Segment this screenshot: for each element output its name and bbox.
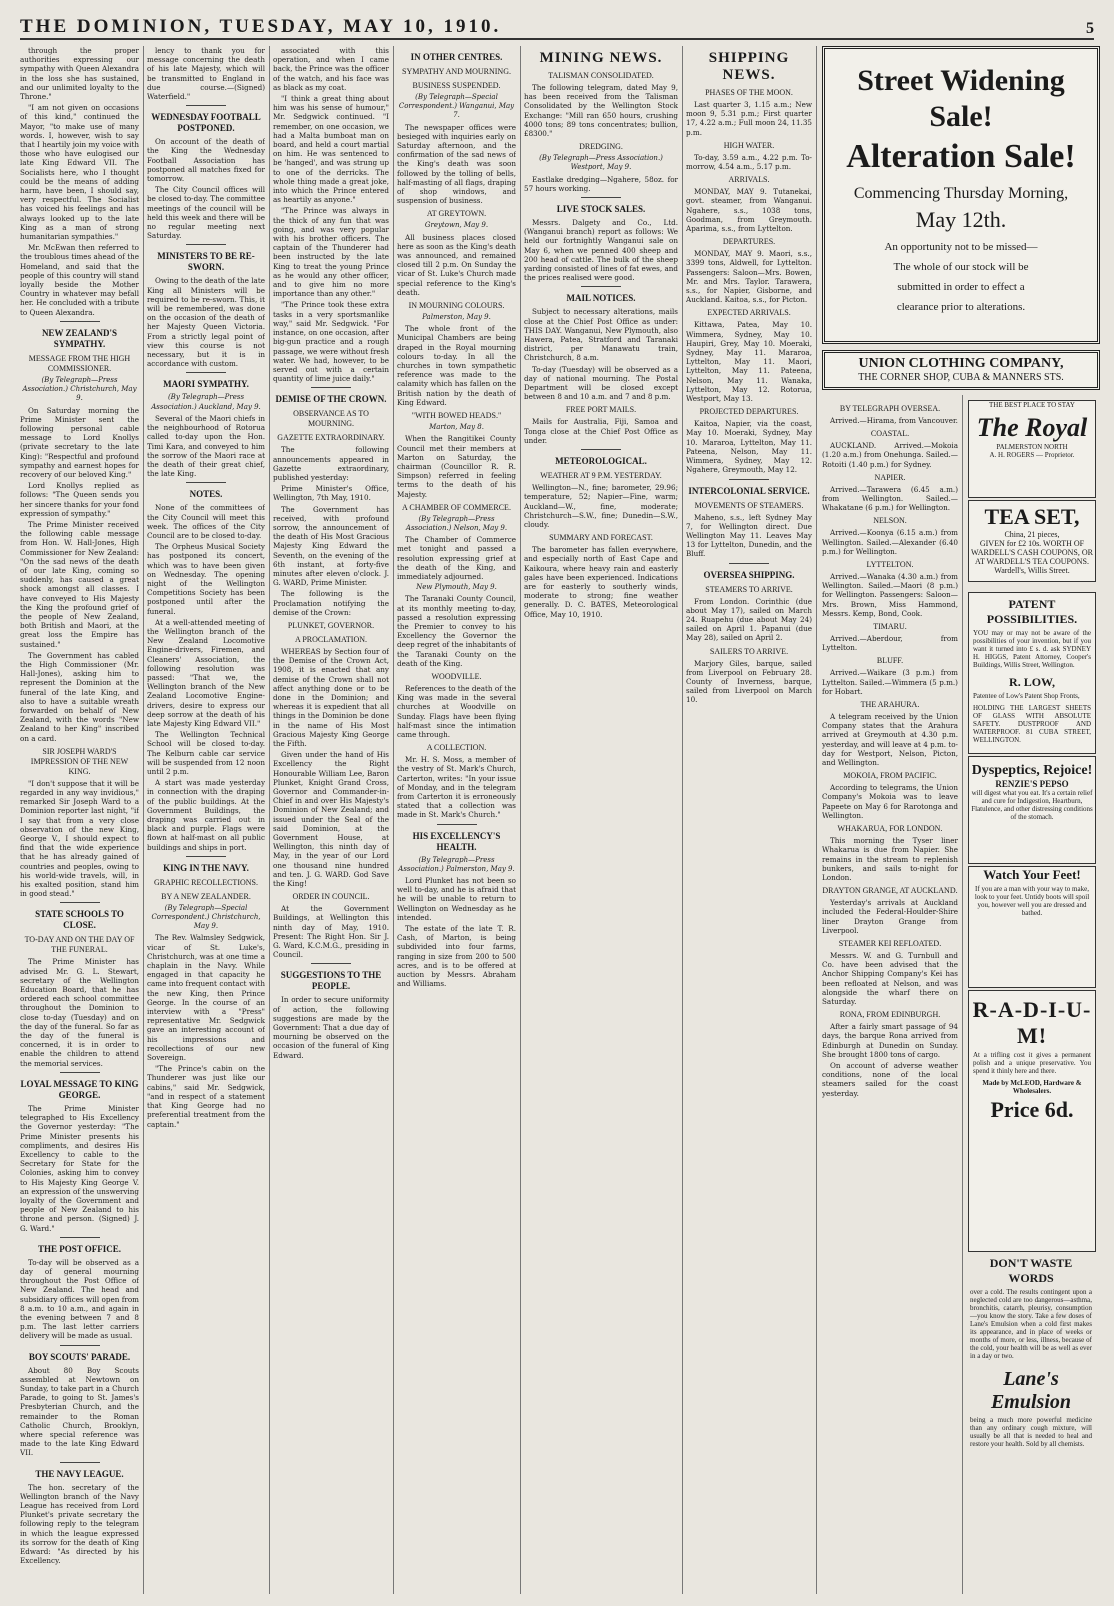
divider <box>311 387 351 388</box>
column-rule <box>520 46 521 1594</box>
paragraph: All business places closed here as soon as the King's death was announced, and remained closed till 2 p.m. On Sunday the vicar of St. Luke's Church made special reference to the King's death. <box>397 232 516 297</box>
subheadline: DRAYTON GRANGE, AT AUCKLAND. <box>822 886 958 896</box>
subheadline: MESSAGE FROM THE HIGH COMMISSIONER. <box>28 353 131 373</box>
paragraph: After a fairly smart passage of 94 days, the barque Rona arrived from Edinburgh at Dunedin on Sunday. She brought 1800 tons of cargo. <box>822 1022 958 1059</box>
divider <box>60 321 100 322</box>
subheadline: A CHAMBER OF COMMERCE. <box>402 502 511 512</box>
ad-date: May 12th. <box>915 207 1007 232</box>
divider <box>186 105 226 106</box>
ad-text: GIVEN for £2 10s. WORTH OF WARDELL'S CASH COUPONS, OR AT WARDELL'S TEA COUPONS. <box>971 539 1093 566</box>
subheadline: WHAKARUA, FOR LONDON. <box>837 824 943 834</box>
ad-subheadline: Commencing Thursday Morning, <box>853 185 1069 202</box>
subheadline: IN MOURNING COLOURS. <box>408 301 505 311</box>
subheadline: MOVEMENTS OF STEAMERS. <box>694 500 804 510</box>
paragraph: Arrived.—Wanaka (4.30 a.m.) from Wellington. Sailed.—Maori (8 p.m.) for Wellington. Passengers: Saloon—Mrs. Brown, Miss Hammond, Messrs. Kemp, Bond, Cook. <box>822 572 958 618</box>
subheadline: EXPECTED ARRIVALS. <box>707 308 791 318</box>
subheadline: STEAMERS TO ARRIVE. <box>705 584 793 594</box>
paragraph: At the Government Buildings, at Wellington this ninth day of May, 1910. Present: The Right Hon. Sir J. G. Ward, K.C.M.G., presiding in Council. <box>273 904 389 960</box>
paragraph: Lord Plunket has not been so well to-day, and he is afraid that he will be unable to return to Wellington on Wednesday as he intended. <box>397 876 516 922</box>
divider <box>729 479 769 480</box>
paragraph: The estate of the late T. R. Cash, of Marton, is being subdivided into four farms, ranging in size from 200 to 500 acres, and is to be offered at auction by Messrs. Abraham and Williams. <box>397 924 516 989</box>
paragraph: Owing to the death of the late King all Ministers will be required to be re-sworn. This, it will be remembered, was done on the occasion of the death of her Majesty Queen Victoria. From a strictly legal point of view this course is not necessary, but it is in accordance with custom. <box>147 276 265 369</box>
subheadline: OBSERVANCE AS TO MOURNING. <box>293 409 369 429</box>
subheadline: LYTTELTON. <box>866 560 914 570</box>
paragraph: The following is the Proclamation notifying the demise of the Crown: <box>273 589 389 617</box>
subheadline: DREDGING. <box>579 142 623 152</box>
ad-text: clearance prior to alterations. <box>896 301 1026 313</box>
paragraph: Mails for Australia, Fiji, Samoa and Tonga close at the Chief Post Office as under. <box>524 417 678 445</box>
paragraph: The barometer has fallen everywhere, and especially north of East Cape and Kaikoura, where heavy rain and easterly gales have been experienced. Indications are for easterly to southerly winds, moderate to strong; fine weather generally. D. C. BATES, Meteorological Office, May 10, 1910. <box>524 545 678 619</box>
masthead <box>20 8 1094 40</box>
paragraph: Arrived.—Aberdour, from Lyttelton. <box>822 634 958 653</box>
paragraph: According to telegrams, the Union Company's Mokoia was to leave Papeete on May 6 for Rarotonga and Wellington. <box>822 783 958 820</box>
headline: STATE SCHOOLS TO CLOSE. <box>35 909 124 931</box>
subheadline: FREE PORT MAILS. <box>565 405 637 415</box>
subheadline: SIR JOSEPH WARD'S IMPRESSION OF THE NEW KING. <box>30 746 129 776</box>
subheadline: SAILERS TO ARRIVE. <box>709 646 789 656</box>
paragraph: A telegram received by the Union Company states that the Arahura arrived at Greymouth at 4.30 p.m. yesterday, and will leave at 4 p.m. to-day for Westport, Nelson, Picton, and Wellington. <box>822 712 958 768</box>
headline: LOYAL MESSAGE TO KING GEORGE. <box>20 1078 139 1100</box>
divider <box>581 197 621 198</box>
headline: IN OTHER CENTRES. <box>410 52 503 62</box>
ad-text: HOLDING THE LARGEST SHEETS OF GLASS WITH ABSOLUTE SAFETY. DUSTPROOF AND WATERPROOF. 81 CUBA STREET, WELLINGTON. <box>973 704 1091 744</box>
column-rule <box>269 46 270 1594</box>
ad-subheadline: China, 21 pieces, <box>1004 530 1060 539</box>
paragraph: through the proper authorities expressing our sympathy with Queen Alexandra in the loss she has sustained, and our unlimited loyalty to the Throne." <box>20 46 139 102</box>
subheadline: MOKOIA, FROM PACIFIC. <box>843 771 937 781</box>
subheadline: A COLLECTION. <box>426 743 487 753</box>
ad-text: PALMERSTON NORTH <box>996 443 1068 451</box>
paragraph: The Taranaki County Council, at its monthly meeting to-day, passed a resolution expressing the Premier to convey to his Excellency the Governor the deep regret of the inhabitants of the Taranaki County on the death of the King. <box>397 594 516 668</box>
paragraph: The City Council offices will be closed to-day. The committee meetings of the council will be held this week and there will be no regular meeting next Saturday. <box>147 185 265 241</box>
ad-text: will digest what you eat. It's a certain relief and cure for Indigestion, Heartburn, Flatulence, and other distressing conditions of the stomach. <box>971 789 1093 821</box>
ad-text: over a cold. The results contingent upon a neglected cold are too dangerous—asthma, bronchitis, catarrh, pleurisy, consumption—you know the story. Take a few doses of Lane's Emulsion when a cold first makes its appearance, and in place of weeks or months of more, or less, illness, because of the cold, your health will be as well as ever in a day or two. <box>970 1288 1092 1360</box>
dateline: (By Telegraph—Special Correspondent.) Christchurch, May 9. <box>151 903 261 931</box>
subheadline: ARRIVALS. <box>728 175 770 185</box>
column-1 <box>20 46 139 1594</box>
paragraph: The newspaper offices were besieged with inquiries early on Saturday afternoon, and the confirmation of the sad news of the King's death was soon followed by the tolling of bells, half-masting of all flags, draping of shop windows, and suspension of business. <box>397 122 516 206</box>
column-rule <box>393 46 394 1594</box>
headline: MINISTERS TO BE RE-SWORN. <box>157 251 255 273</box>
divider <box>186 482 226 483</box>
subheadline: ORDER IN COUNCIL. <box>292 892 370 902</box>
paragraph: "I think a great thing about him was his sense of humour," Mr. Sedgwick continued. "I remember, on one occasion, we had a Malta bumboat man on board, and held a court martial on him. He was sentenced to be 'hanged', and was strung up to one of the derricks. The whole thing made a great joke, into which the Prince entered as heartily as anyone." <box>273 94 389 205</box>
column-rule <box>816 46 817 1594</box>
ad-text: A. H. ROGERS — Proprietor. <box>989 451 1075 459</box>
column-4 <box>397 46 516 1594</box>
paragraph: In order to secure uniformity of action, the following suggestions are made by the Government: That a due day of mourning be observed on the occasion of the funeral of King Edward. <box>273 995 389 1060</box>
paragraph: "I am not given on occasions of this kind," continued the Mayor, "to make use of many words. I, however, wish to say that I heartily join my voice with those who have eulogised our late King Edward VII. The Socialists here, who I thought could be the means of adding harm, have been, I should say, very respectful. The Socialist has voiced his feelings and has always looked up to the late King as a man of strong humanitarian sympathies." <box>20 103 139 242</box>
subheadline: COASTAL. <box>870 429 910 439</box>
paragraph: The Wellington Technical School will be closed to-day. The Kelburn cable car service will be suspended from 12 noon until 2 p.m. <box>147 730 265 776</box>
paragraph: Arrived.—Koonya (6.15 a.m.) from Wellington. Sailed.—Alexander (6.40 p.m.) for Wellington. <box>822 528 958 556</box>
ad-text: Wardell's, Willis Street. <box>994 566 1070 575</box>
paragraph: MONDAY, MAY 9. Tutanekai, govt. steamer, from Wanganui. Ngahere, s.s., 1038 tons, Goodman, from Greymouth. Aparima, s.s., from Lyttelton. <box>686 187 812 234</box>
dateline: Palmerston, May 9. <box>422 313 491 322</box>
paragraph: Several of the Maori chiefs in the neighbourhood of Rotorua called to-day upon the Hon. Timi Kara, and conveyed to him the sorrow of the Maori race at the death of their great chief, the late King. <box>147 413 265 479</box>
dateline: Greytown, May 9. <box>424 221 489 230</box>
ad-text: If you are a man with your way to make, look to your feet. Untidy boots will spoil you, however well you are dressed and bathed. <box>974 885 1090 917</box>
ad-text: At a trifling cost it gives a permanent polish and a unique preservative. You spend it thinly here and there. <box>973 1051 1091 1075</box>
subheadline: SYMPATHY AND MOURNING. <box>402 67 511 76</box>
subheadline: STEAMER KEI REFLOATED. <box>838 938 942 948</box>
dateline: (By Telegraph—Press Association.) Christchurch, May 9. <box>22 375 137 403</box>
ad-brand: The Royal <box>976 413 1088 442</box>
headline: THE POST OFFICE. <box>37 1243 122 1254</box>
paragraph: The Orpheus Musical Society has postponed its concert, which was to have been given on Wednesday. The opening night of the Wellington Competitions Society has been postponed until after the funeral. <box>147 542 265 616</box>
subheadline: TO-DAY AND ON THE DAY OF THE FUNERAL. <box>24 935 135 955</box>
subheadline: BUSINESS SUSPENDED. <box>412 81 501 90</box>
subheadline: BY TELEGRAPH OVERSEA. <box>839 404 941 413</box>
subheadline: NELSON. <box>873 516 907 526</box>
paragraph: Kaitoa, Napier, via the coast, May 10. Moeraki, Sydney, May 10. Mararoa, Lyttelton, May 11. Pateena, Nelson, May 11. Wimmera, Sydney, May 12. Ngahere, Greymouth, May 12. <box>686 419 812 475</box>
headline: MAORI SYMPATHY. <box>163 379 249 390</box>
headline: BOY SCOUTS' PARADE. <box>28 1351 131 1362</box>
paragraph: Messrs. W. and G. Turnbull and Co. have been advised that the Anchor Shipping Company's Kei has been refloated at Nelson, and was alongside the wharf there on Saturday. <box>822 950 958 1006</box>
paragraph: References to the death of the King was made in the several churches at Woodville on Sunday. Flags have been flying half-mast since the intimation came through. <box>397 683 516 739</box>
ad-headline: UNION CLOTHING COMPANY, <box>858 356 1064 371</box>
paragraph: Wellington—N., fine; barometer, 29.96; temperature, 52; Napier—Fine, warm; Auckland—W., fine, moderate; Christchurch—S.W., fine; Dunedin—S.W., cloudy. <box>524 483 678 529</box>
column-rule <box>682 46 683 1594</box>
paragraph: Mr. H. S. Moss, a member of the vestry of St. Mark's Church, Carterton, writes: "In your issue of Monday, and in the telegram from Carterton it is erroneously stated that a collection was made in St. Mark's Church." <box>397 755 516 820</box>
paragraph: About 80 Boy Scouts assembled at Newtown on Sunday, to take part in a Church Parade, to going to St. James's Presbyterian Church, and the remainder to the Roman Catholic Church, Brooklyn, where special reference was made to the late King Edward VII. <box>20 1365 139 1458</box>
paragraph: On account of the death of the King the Wednesday Football Association has postponed all matches fixed for tomorrow. <box>147 137 265 184</box>
headline: SUGGESTIONS TO THE PEOPLE. <box>280 970 382 992</box>
dateline: (By Telegraph—Special Correspondent.) Wanganui, May 7. <box>398 93 515 120</box>
dateline: (By Telegraph—Press Association.) Nelson, May 9. <box>405 514 508 532</box>
subheadline: HIGH WATER. <box>723 140 775 150</box>
divider <box>60 1462 100 1463</box>
paragraph: Given under the hand of His Excellency the Right Honourable William Lee, Baron Plunket, Knight Grand Cross, Governor and Commander-in-Chief in and over His Majesty's Dominion of New Zealand; and issued under the Seal of the said Dominion, at the Government House, at Wellington, this ninth day of May, in the year of our Lord one thousand nine hundred and ten. J. G. WARD. God Save the King! <box>273 750 389 889</box>
ad-text: THE BEST PLACE TO STAY <box>989 401 1075 409</box>
paragraph: To-day, 3.59 a.m., 4.22 p.m. To-morrow, 4.54 a.m., 5.17 p.m. <box>686 152 812 172</box>
headline: OVERSEA SHIPPING. <box>703 569 795 580</box>
royal-hotel-advertisement <box>968 400 1096 498</box>
paragraph: Arrived.—Waikare (3 p.m.) from Lyttelton. Sailed.—Wimmera (5 p.m.) for Hobart. <box>822 668 958 696</box>
paragraph: On account of adverse weather conditions, none of the local steamers sailed for the coast yesterday. <box>822 1060 958 1098</box>
headline: MAIL NOTICES. <box>566 293 636 304</box>
subheadline: PLUNKET, GOVERNOR. <box>287 620 375 630</box>
divider <box>60 902 100 903</box>
paragraph: Yesterday's arrivals at Auckland included the Federal-Houlder-Shire liner Drayton Grange from Liverpool. <box>822 898 958 935</box>
subheadline: "WITH BOWED HEADS." <box>411 411 502 421</box>
paragraph: Prime Minister's Office, Wellington, 7th May, 1910. <box>273 484 389 503</box>
paragraph: The following telegram, dated May 9, has been received from the Talisman Consolidated by the Wellington Stock Exchange: "Mill ran 650 hours, crushing 4000 tons; 89 tons concentrates; bullion, £8300." <box>524 83 678 139</box>
ad-text: being a much more powerful medicine than any ordinary cough mixture, will usually be all that is needed to heal and restore your health. Sold by all chemists. <box>970 1416 1092 1448</box>
subheadline: TALISMAN CONSOLIDATED. <box>548 71 654 80</box>
headline: INTERCOLONIAL SERVICE. <box>688 485 810 496</box>
radium-advertisement <box>968 990 1096 1252</box>
sale-advertisement <box>822 46 1100 344</box>
column-rule <box>143 46 144 1594</box>
divider <box>186 372 226 373</box>
ad-headline: Alteration Sale! <box>846 138 1076 175</box>
headline: THE NAVY LEAGUE. <box>35 1468 124 1479</box>
subheadline: THE ARAHURA. <box>860 700 920 710</box>
union-clothing-advertisement <box>822 350 1100 390</box>
paragraph: Kittawa, Patea, May 10. Wimmera, Sydney, May 10. Haupiri, Grey, May 10. Moeraki, Sydney, May 11. Mararoa, Lyttelton, May 11. Maori, Lyttelton, May 11. Pateena, Nelson, May 11. Wanaka, Lyttelton, May 12. Rotorua, Westport, May 13. <box>686 320 812 404</box>
paragraph: To-day will be observed as a day of general mourning throughout the Post Office of New Zealand. The head and subsidiary offices will open from 8 a.m. to 10 a.m., and again in the evening between 7 and 8 p.m. The last letter carriers delivery will be made as usual. <box>20 1257 139 1341</box>
paragraph: Last quarter 3, 1.15 a.m.; New moon 9, 5.31 p.m.; First quarter 17, 4.22 a.m.; Full moon 24, 11.35 p.m. <box>686 100 812 137</box>
dateline: Marton, May 8. <box>429 423 484 432</box>
column-5 <box>524 46 678 1594</box>
subheadline: WOODVILLE. <box>431 671 482 681</box>
divider <box>186 856 226 857</box>
divider <box>60 1072 100 1073</box>
pepso-advertisement <box>968 756 1096 864</box>
paragraph: Eastlake dredging—Ngahere, 58oz. for 57 hours working. <box>524 174 678 193</box>
ad-brand: RENZIE'S PEPSO <box>995 779 1069 789</box>
paragraph: To-day (Tuesday) will be observed as a day of national mourning. The Postal Department will be closed except between 8 and 10 a.m. and 7 and 8 p.m. <box>524 364 678 402</box>
divider <box>60 1237 100 1238</box>
column-6 <box>686 46 812 1594</box>
paragraph: MONDAY, MAY 9. Maori, s.s., 3399 tons, Aldwell, for Lyttelton. Passengers: Saloon—Mrs. Bowen, Mr. and Mrs. Taylor. Tarawera, s.s., for Napier, Gisborne, and Auckland. Kaitoa, s.s., for Picton. <box>686 249 812 305</box>
paragraph: The whole front of the Municipal Chambers are being draped in the Royal mourning colours to-day. In all the churches in town sympathetic reference was made to the calamity which has fallen on the British nation by the death of King Edward. <box>397 324 516 407</box>
ad-price: Price 6d. <box>990 1097 1074 1122</box>
headline: LIVE STOCK SALES. <box>556 204 646 215</box>
headline: NOTES. <box>189 489 223 500</box>
column-3 <box>273 46 389 1594</box>
subheadline: BY A NEW ZEALANDER. <box>161 891 251 901</box>
ad-subheadline: THE CORNER SHOP, CUBA & MANNERS STS. <box>858 372 1064 383</box>
paragraph: The Prime Minister received the following cable message from Hon. W. Hall-Jones, High Commissioner for New Zealand: "On the sad news of the death of our late King, coming so suddenly, has caused a great shock amongst all classes. I have conveyed to His Majesty the King the profound grief of the people of New Zealand, both British and Maori, at the great loss the Empire has sustained." <box>20 519 139 649</box>
subheadline: TIMARU. <box>873 622 907 632</box>
ad-headline: PATENT POSSIBILITIES. <box>986 597 1078 626</box>
patent-advertisement <box>968 592 1096 754</box>
section-title: MINING NEWS. <box>539 50 663 66</box>
ad-text: The whole of our stock will be <box>893 261 1029 273</box>
dateline: (By Telegraph—Press Association.) Palmerston, May 9. <box>398 855 515 873</box>
ad-headline: Street Widening Sale! <box>857 64 1065 133</box>
paragraph: "I don't suppose that it will be regarded in any way invidious," remarked Sir Joseph Ward to a Dominion reporter last night, "if I say that from a very close observation of the new King, George V., I should expect to find that the wide experience that he has already gained of countries and peoples, owing to his world-wide travels, will, in his exalted position, stand him in good stead." <box>20 778 139 899</box>
paragraph: Arrived.—Tarawera (6.45 a.m.) from Wellington. Sailed.—Whakatane (6 p.m.) for Wellington. <box>822 484 958 513</box>
ad-headline: DON'T WASTE WORDS <box>989 1256 1073 1285</box>
dateline: New Plymouth, May 9. <box>416 583 497 592</box>
subheadline: A PROCLAMATION. <box>294 634 367 644</box>
subheadline: GRAPHIC RECOLLECTIONS. <box>153 877 258 887</box>
ad-text: Made by McLEOD, Hardware & Wholesalers. <box>982 1079 1082 1095</box>
paragraph: Messrs. Dalgety and Co., Ltd. (Wanganui branch) report as follows: We held our fortnightly Wanganui sale on May 6, when we penned 400 sheep and 200 head of cattle. The bulk of the sheep yarding consisted of lines of fat ewes, and the prices realised were good. <box>524 218 678 283</box>
dateline: (By Telegraph—Press Association.) Auckland, May 9. <box>151 393 261 411</box>
paragraph: The hon. secretary of the Wellington branch of the Navy League has received from Lord Plunket's private secretary the following reply to the telegram in which the league expressed its sorrow for the death of King Edward: "As directed by his Excellency. <box>20 1482 139 1566</box>
paragraph: "The Prince took these extra tasks in a very sportsmanlike way," said Mr. Sedgwick. "For instance, on one occasion, after big-gun practice and a rough passage, we were without fresh water. We had, however, to be served out with a certain quantity of lime juice daily." <box>273 300 389 384</box>
masthead-title: THE DOMINION, TUESDAY, MAY 10, 1910. <box>20 16 502 37</box>
headline: WEDNESDAY FOOTBALL POSTPONED. <box>151 112 261 134</box>
divider <box>60 1345 100 1346</box>
subheadline: RONA, FROM EDINBURGH. <box>839 1010 941 1020</box>
divider <box>186 244 226 245</box>
subheadline: DEPARTURES. <box>722 237 776 247</box>
ad-text: submitted in order to effect a <box>897 281 1025 293</box>
paragraph: From London. Corinthic (due about May 17), sailed on March 24. Ruapehu (due about May 24) sailed on April 1. Papanui (due May 28), sailed on April 2. <box>686 596 812 643</box>
tea-set-advertisement <box>968 500 1096 582</box>
divider <box>581 286 621 287</box>
paragraph: Maheno, s.s., left Sydney May 7, for Wellington direct. Due Wellington May 11. Leaves May 13 for Lyttelton, Dunedin, and the Bluff. <box>686 512 812 559</box>
subheadline: PROJECTED DEPARTURES. <box>699 407 799 417</box>
column-rule <box>962 395 963 1594</box>
paragraph: WHEREAS by Section four of the Demise of the Crown Act, 1908, it is enacted that any demise of the Crown shall not affect anything done or to be done in the Dominion; and whereas it is expedient that all things in the Dominion be done in the name of His Most Gracious Majesty King George the Fifth. <box>273 646 389 748</box>
ad-headline: R. LOW, <box>1009 675 1055 689</box>
subheadline: NAPIER. <box>874 472 906 482</box>
ad-text: An opportunity not to be missed— <box>884 241 1038 253</box>
paragraph: Mr. McEwan then referred to the troublous times ahead of the Homeland, and said that the people of this country will stand loyally beside the Mother Country in whatever may befall her. He concluded with a tribute to Queen Alexandra. <box>20 243 139 317</box>
ad-subheadline: Patentee of Low's Patent Shop Fronts, <box>973 692 1080 700</box>
lanes-emulsion-advertisement <box>968 1256 1094 1594</box>
paragraph: The Prime Minister telegraphed to His Excellency the Governor yesterday: "The Prime Minister presents his compliments, and desires His Excellency to cable to the Secretary for State for the Colonies, asking him to convey to His Majesty King George V. an expression of the unswerving loyalty of the Government and people of New Zealand to his throne and person. (Signed) J. G. Ward." <box>20 1103 139 1233</box>
ad-headline: Dyspeptics, Rejoice! <box>971 763 1093 778</box>
paragraph: This morning the Tyser liner Whakarua is due from Napier. She remains in the stream to replenish bunkers, and sails to-night for London. <box>822 836 958 882</box>
ad-headline: R-A-D-I-U-M! <box>972 997 1092 1048</box>
paragraph: lency to thank you for message concerning the death of his late Majesty, which will be transmitted to England in due course.—(Signed) Waterfield." <box>147 46 265 102</box>
subheadline: SUMMARY AND FORECAST. <box>549 533 653 543</box>
headline: METEOROLOGICAL. <box>555 456 647 467</box>
column-2 <box>147 46 265 1594</box>
paragraph: Lord Knollys replied as follows: "The Queen sends you her sincere thanks for your fond expression of sympathy." <box>20 481 139 518</box>
paragraph: Marjory Giles, barque, sailed from Liverpool on February 28. County of Inverness, barque, sailed from Liverpool on March 10. <box>686 658 812 705</box>
subheadline: PHASES OF THE MOON. <box>705 88 793 97</box>
paragraph: Arrived.—Hirama, from Vancouver. <box>830 416 958 425</box>
ad-brand: Lane's Emulsion <box>990 1368 1072 1413</box>
subheadline: GAZETTE EXTRAORDINARY. <box>277 433 385 443</box>
subheadline: WEATHER AT 9 P.M. YESTERDAY. <box>540 471 662 481</box>
paragraph: The Government has cabled the High Commissioner (Mr. Hall-Jones), asking him to represent the Dominion at the funeral of the late King, and also to have a suitable wreath forwarded on behalf of New Zealand, with the words "New Zealand to her King" inscribed on a card. <box>20 650 139 743</box>
divider <box>437 824 477 825</box>
paragraph: The Government has received, with profound sorrow, the announcement of the death of His Most Gracious Majesty King Edward the Seventh, on the evening of the 6th instant, at forty-five minutes after eleven o'clock. J. G. WARD, Prime Minister. <box>273 504 389 588</box>
paragraph: When the Rangitikei County Council met their members at Marton on Saturday, the chairman (Councillor R. R. Simpson) referred in feeling terms to the death of his Majesty. <box>397 434 516 499</box>
paragraph: The Chamber of Commerce met tonight and passed a resolution expressing grief at the death of the King, and immediately adjourned. <box>397 535 516 581</box>
paragraph: The following announcements appeared in Gazette extraordinary, published yesterday: <box>273 445 389 482</box>
subheadline: BLUFF. <box>876 656 904 666</box>
headline: HIS EXCELLENCY'S HEALTH. <box>412 830 501 852</box>
paragraph: On Saturday morning the Prime Minister sent the following personal cable message to Lord Knollys (private secretary to the late King): "Respectful and profound sympathy and earnest hopes for recovery of our beloved King." <box>20 405 139 479</box>
paragraph: The Rev. Walmsley Sedgwick, vicar of St. Luke's, Christchurch, was at one time a chaplain in the Navy. While engaged in that capacity he came into frequent contact with the new King, then Prince George. In the course of an interview with a "Press" representative Mr. Sedgwick gave an interesting account of his impressions and recollections of our new Sovereign. <box>147 933 265 1063</box>
dateline: (By Telegraph—Press Association.) Westport, May 9. <box>539 154 663 172</box>
ad-text: YOU may or may not be aware of the possibilities of your invention, but if you want it turned into £ s. d. ask SYDNEY H. HIGGS, Patent Attorney, Cooper's Buildings, Willis Street, Wellington. <box>973 629 1091 669</box>
paragraph: The Prime Minister has advised Mr. G. L. Stewart, secretary of the Wellington Education Board, that he has ordered each school committee throughout the Dominion to close to-day (Tuesday) and on the day of the funeral. So far as the day of the funeral is concerned, it is in order to enable the children to attend the memorial services. <box>20 957 139 1068</box>
feet-advertisement <box>968 866 1096 988</box>
headline: KING IN THE NAVY. <box>163 862 249 873</box>
paragraph: AUCKLAND. Arrived.—Mokoia (1.20 a.m.) from Onehunga. Sailed.—Rotoiti (1.40 p.m.) for Sydney. <box>822 441 958 469</box>
paragraph: associated with this operation, and when I came back, the Prince was the officer of the watch, and his face was as black as my coat. <box>273 46 389 92</box>
ad-headline: TEA SET, <box>984 504 1080 529</box>
paragraph: A start was made yesterday in connection with the draping of the public buildings. At the Government Buildings, the draping was carried out in black and purple. Flags were flown at half-mast on all public buildings and ships in port. <box>147 778 265 852</box>
divider <box>311 963 351 964</box>
divider <box>581 449 621 450</box>
column-7 <box>822 400 958 1594</box>
section-title: SHIPPING NEWS. <box>708 50 790 83</box>
divider <box>729 563 769 564</box>
headline: DEMISE OF THE CROWN. <box>275 394 387 405</box>
paragraph: "The Prince's cabin on the Thunderer was just like our cabins," said Mr. Sedgwick, "and in respect of a statement that King George had no preferential treatment from the captain." <box>147 1064 265 1129</box>
paragraph: None of the committees of the City Council will meet this week. The offices of the City Council are to be closed to-day. <box>147 503 265 540</box>
paragraph: At a well-attended meeting of the Wellington branch of the New Zealand Locomotive Engine-drivers, Firemen, and Cleaners' Association, the following resolution was passed: "That we, the Wellington branch of the New Zealand Locomotive Engine-drivers, desire to express our deep sorrow at the death of his late Majesty King Edward VII." <box>147 617 265 728</box>
subheadline: AT GREYTOWN. <box>426 209 487 219</box>
ad-headline: Watch Your Feet! <box>983 867 1081 882</box>
paragraph: "The Prince was always in the thick of any fun that was going, and was very popular with his brother officers. The captain of the Thunderer had been instructed by the late King to treat the young Prince as he would any other officer, and to give him no more importance than any other." <box>273 206 389 299</box>
paragraph: Subject to necessary alterations, mails close at the Chief Post Office as under: THIS DAY. Wanganui, New Plymouth, also Hawera, Patea, Stratford and Taranaki district, per Manawatu train, Christchurch, 8 a.m. <box>524 307 678 363</box>
page-number: 5 <box>1086 20 1094 37</box>
headline: NEW ZEALAND'S SYMPATHY. <box>41 327 118 349</box>
